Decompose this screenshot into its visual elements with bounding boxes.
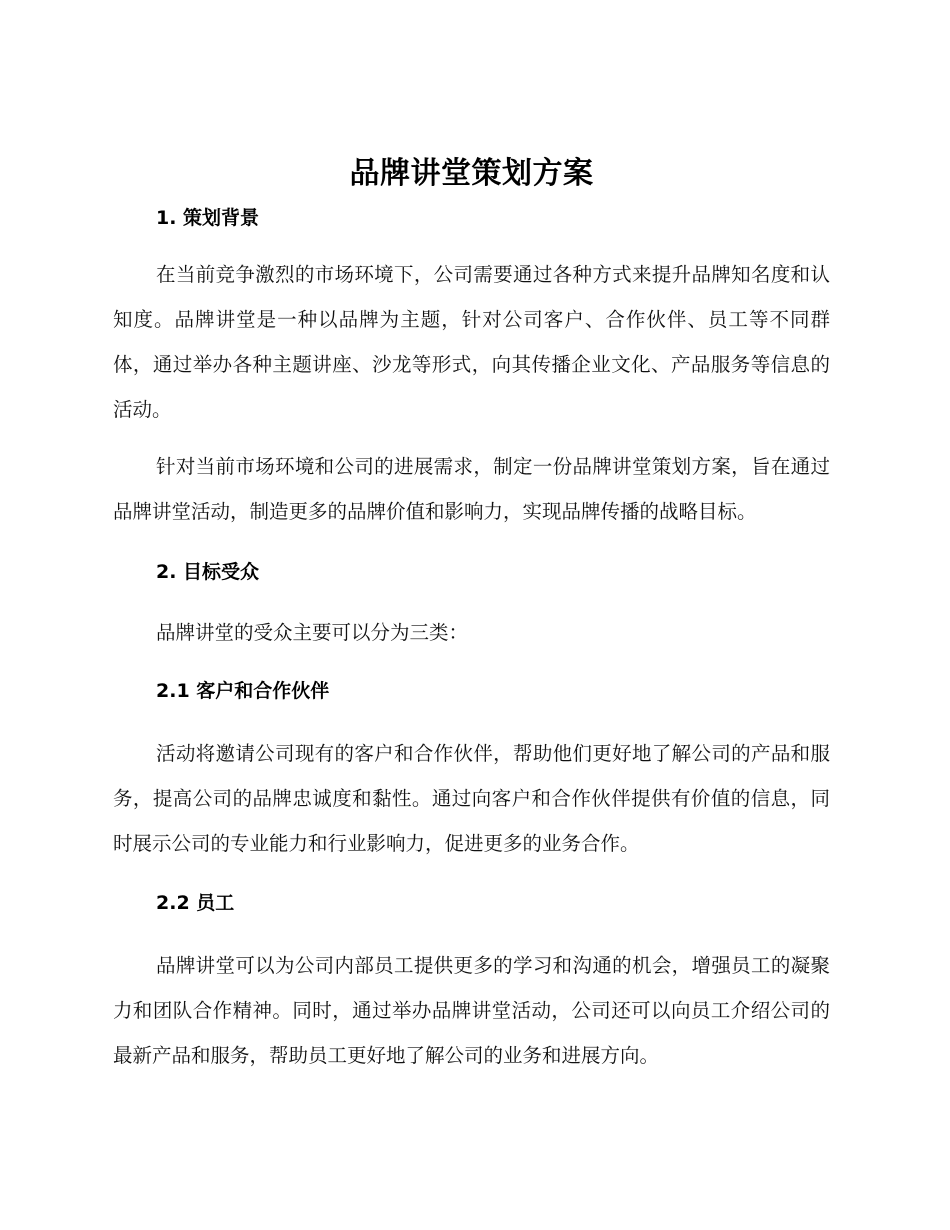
subsection-heading-clients: 2.1 客户和合作伙伴 xyxy=(156,680,330,702)
document-body xyxy=(113,150,830,1078)
section-heading-audience: 2. 目标受众 xyxy=(156,561,260,583)
paragraph-background-2: 针对当前市场环境和公司的进展需求，制定一份品牌讲堂策划方案，旨在通过品牌讲堂活动，制造更多的品牌价值和影响力，实现品牌传播的战略目标。 xyxy=(113,455,830,523)
paragraph-background-1: 在当前竞争激烈的市场环境下，公司需要通过各种方式来提升品牌知名度和认知度。品牌讲堂是一种以品牌为主题，针对公司客户、合作伙伴、员工等不同群体，通过举办各种主题讲座、沙龙等形式，向其传播企业文化、产品服务等信息的活动。 xyxy=(113,263,830,421)
paragraph-employees: 品牌讲堂可以为公司内部员工提供更多的学习和沟通的机会，增强员工的凝聚力和团队合作精神。同时，通过举办品牌讲堂活动，公司还可以向员工介绍公司的最新产品和服务，帮助员工更好地了解公司的业务和进展方向。 xyxy=(113,954,830,1067)
paragraph-clients: 活动将邀请公司现有的客户和合作伙伴，帮助他们更好地了解公司的产品和服务，提高公司的品牌忠诚度和黏性。通过向客户和合作伙伴提供有价值的信息，同时展示公司的专业能力和行业影响力，促进更多的业务合作。 xyxy=(113,742,830,855)
document-title: 品牌讲堂策划方案 xyxy=(349,156,594,191)
paragraph-audience-intro: 品牌讲堂的受众主要可以分为三类： xyxy=(156,621,469,644)
subsection-heading-employees: 2.2 员工 xyxy=(156,892,235,914)
section-heading-background: 1. 策划背景 xyxy=(156,207,260,229)
